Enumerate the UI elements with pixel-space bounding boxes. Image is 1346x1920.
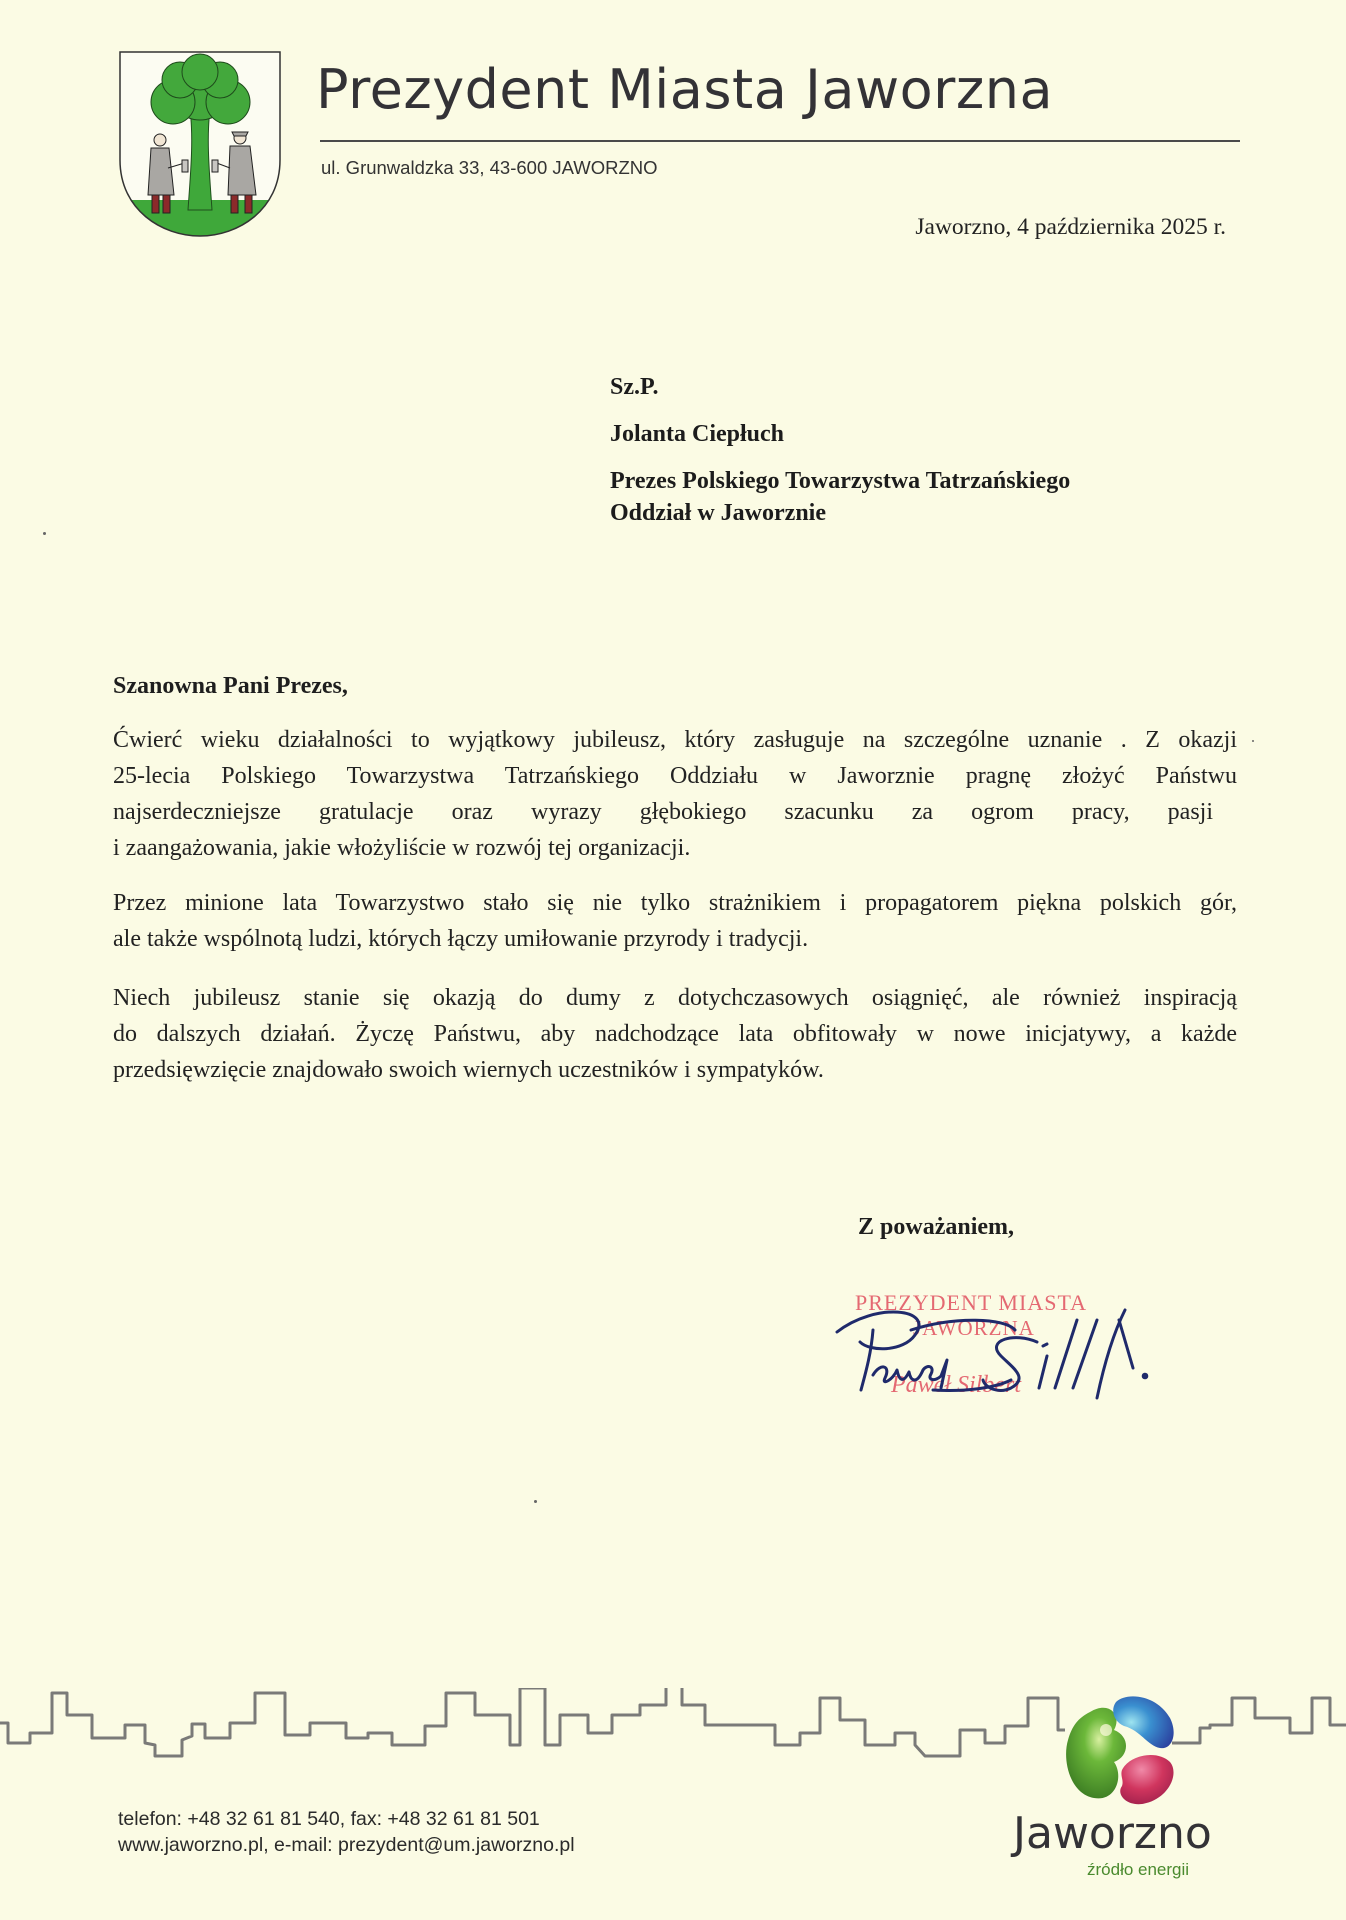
closing-phrase: Z poważaniem, (858, 1214, 1014, 1240)
paragraph-line: najserdeczniejsze gratulacje oraz wyrazy głębokiego szacunku za ogrom pracy, pasji (113, 799, 1213, 825)
header-divider (320, 140, 1240, 142)
paragraph-line: Przez minione lata Towarzystwo stało się nie tylko strażnikiem i propagatorem piękna polskich gór, (113, 890, 1237, 916)
coat-of-arms-icon (118, 50, 282, 238)
paragraph-line: i zaangażowania, jakie włożyliście w rozwój tej organizacji. (113, 835, 691, 861)
stamp-name: Paweł Silbert (891, 1372, 1021, 1398)
paragraph-line: ale także wspólnotą ludzi, których łączy umiłowanie przyrody i tradycji. (113, 926, 809, 952)
letterhead-title: Prezydent Miasta Jaworzna (316, 58, 1054, 121)
brand-wordmark: Jaworzno (1013, 1808, 1212, 1859)
paragraph-line: do dalszych działań. Życzę Państwu, aby nadchodzące lata obfitowały w nowe inicjatywy, a każde (113, 1021, 1237, 1047)
salutation: Szanowna Pani Prezes, (113, 673, 348, 699)
jaworzno-energy-logo-icon (1060, 1690, 1182, 1812)
paragraph-line: przedsięwzięcie znajdowało swoich wiernych uczestników i sympatyków. (113, 1057, 824, 1083)
handwritten-signature (815, 1280, 1155, 1405)
addressee-position: Prezes Polskiego Towarzystwa Tatrzańskiego (610, 468, 1071, 494)
stamp-title: PREZYDENT MIASTA (855, 1290, 1088, 1315)
body-paragraph-2 (113, 885, 1237, 957)
paragraph-line: 25-lecia Polskiego Towarzystwa Tatrzańskiego Oddziału w Jaworznie pragnę złożyć Państwu (113, 763, 1237, 789)
brand-tagline: źródło energii (1087, 1860, 1190, 1879)
letterhead-address: ul. Grunwaldzka 33, 43-600 JAWORZNO (321, 157, 658, 178)
scan-speck (1252, 740, 1254, 742)
body-paragraph-3 (113, 980, 1237, 1088)
paragraph-line: Ćwierć wieku działalności to wyjątkowy jubileusz, który zasługuje na szczególne uznanie . Z okazji (113, 727, 1237, 753)
footer-phone-fax: telefon: +48 32 61 81 540, fax: +48 32 61 81 501 (118, 1808, 540, 1830)
addressee-honorific: Sz.P. (610, 374, 659, 400)
addressee-branch: Oddział w Jaworznie (610, 500, 826, 526)
official-stamp (815, 1280, 1155, 1405)
stamp-city: JAWORZNA (913, 1316, 1035, 1340)
letter-date: Jaworzno, 4 października 2025 r. (915, 214, 1226, 240)
scan-speck (534, 1500, 537, 1503)
scan-speck (43, 532, 46, 535)
addressee-name: Jolanta Ciepłuch (610, 421, 785, 447)
footer-web-email: www.jaworzno.pl, e-mail: prezydent@um.jaworzno.pl (118, 1834, 575, 1856)
body-paragraph-1 (113, 722, 1237, 866)
paragraph-line: Niech jubileusz stanie się okazją do dumy z dotychczasowych osiągnięć, ale również inspiracją (113, 985, 1237, 1011)
